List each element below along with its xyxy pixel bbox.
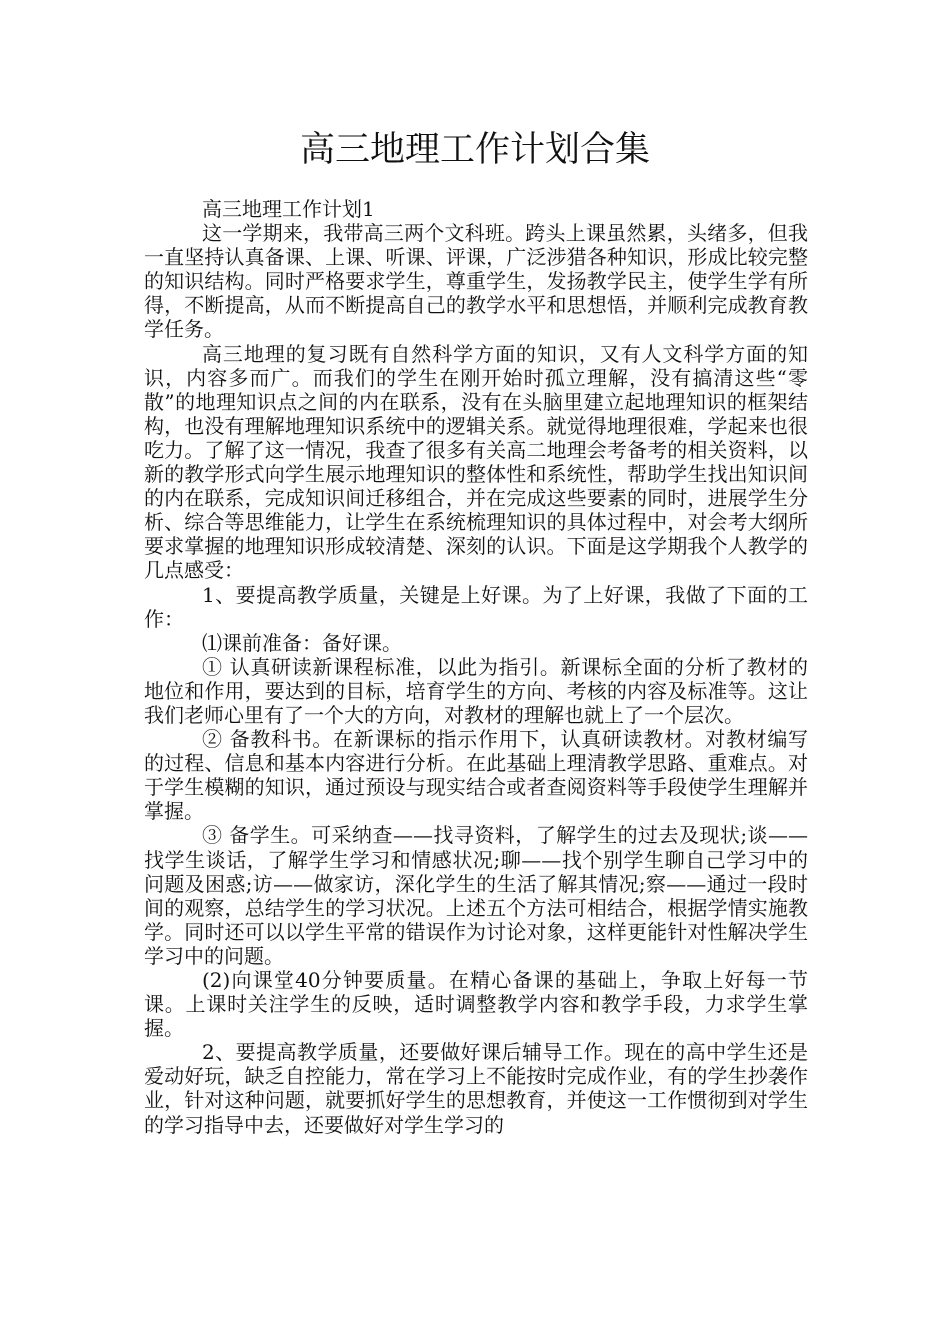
paragraph-point-2: 2、要提高教学质量，还要做好课后辅导工作。现在的高中学生还是爱动好玩，缺乏自控能力，常在学习上不能按时完成作业，有的学生抄袭作业，针对这种问题，就要抓好学生的思想教育，并使这一工作惯彻到对学生的学习指导中去，还要做好对学生学习的 xyxy=(144,1040,808,1137)
paragraph-textbook: ② 备教科书。在新课标的指示作用下，认真研读教材。对教材编写的过程、信息和基本内容进行分析。在此基础上理清教学思路、重难点。对于学生模糊的知识，通过预设与现实结合或者查阅资料等手段使学生理解并掌握。 xyxy=(144,727,808,824)
paragraph-review: 高三地理的复习既有自然科学方面的知识，又有人文科学方面的知识，内容多而广。而我们的学生在刚开始时孤立理解，没有搞清这些“零散”的地理知识点之间的内在联系，没有在头脑里建立起地理知识的框架结构，也没有理解地理知识系统中的逻辑关系。就觉得地理很难，学起来也很吃力。了解了这一情况，我查了很多有关高二地理会考备考的相关资料，以新的教学形式向学生展示地理知识的整体性和系统性，帮助学生找出知识间的内在联系，完成知识间迁移组合，并在完成这些要素的同时，进展学生分析、综合等思维能力，让学生在系统梳理知识的具体过程中，对会考大纲所要求掌握的地理知识形成较清楚、深刻的认识。下面是这学期我个人教学的几点感受： xyxy=(144,341,808,583)
document-title: 高三地理工作计划合集 xyxy=(299,130,650,170)
document-body xyxy=(144,197,808,1137)
paragraph-prep: ⑴课前准备：备好课。 xyxy=(202,630,402,655)
section-heading: 高三地理工作计划1 xyxy=(202,197,375,221)
paragraph-students: ③ 备学生。可采纳查——找寻资料，了解学生的过去及现状;谈——找学生谈话，了解学生学习和情感状况;聊——找个别学生聊自己学习中的问题及困惑;访——做家访，深化学生的生活了解其情况;察——通过一段时间的观察，总结学生的学习状况。上述五个方法可相结合，根据学情实施教学。同时还可以以学生平常的错误作为讨论对象，这样更能针对性解决学生学习中的问题。 xyxy=(144,823,808,968)
paragraph-intro: 这一学期来，我带高三两个文科班。跨头上课虽然累，头绪多，但我一直坚持认真备课、上课、听课、评课，广泛涉猎各种知识，形成比较完整的知识结构。同时严格要求学生，尊重学生，发扬教学民主，使学生学有所得，不断提高，从而不断提高自己的教学水平和思想悟，并顺利完成教育教学任务。 xyxy=(144,221,808,342)
paragraph-point-1: 1、要提高教学质量，关键是上好课。为了上好课，我做了下面的工作： xyxy=(144,582,808,631)
paragraph-standard: ① 认真研读新课程标准，以此为指引。新课标全面的分析了教材的地位和作用，要达到的目标，培育学生的方向、考核的内容及标准等。这让我们老师心里有了一个大的方向，对教材的理解也就上了一个层次。 xyxy=(144,654,808,727)
paragraph-classroom: (2)向课堂40分钟要质量。在精心备课的基础上，争取上好每一节课。上课时关注学生的反映，适时调整教学内容和教学手段，力求学生掌握。 xyxy=(144,968,808,1041)
